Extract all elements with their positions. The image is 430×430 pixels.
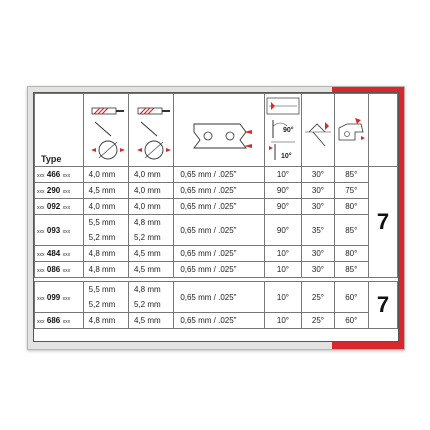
table-row: xxx 484 xxx 4,8 mm 4,5 mm 0,65 mm / .025" 10° 30° 80°: [35, 246, 398, 262]
chain-spec-table: [33, 92, 399, 342]
spec-table: [34, 93, 398, 329]
svg-text:90°: 90°: [282, 127, 294, 134]
type-cell: xxx 099 xxx: [35, 282, 84, 313]
spec-card: [27, 86, 405, 350]
round-file-icon: [89, 102, 127, 164]
depth-gauge-icon: [303, 102, 333, 164]
type-cell: xxx 686 xxx: [35, 313, 84, 329]
angle-header: [264, 94, 302, 167]
file-diameter-header-2: [128, 94, 173, 167]
filing-angle-icon: [335, 102, 367, 164]
type-cell: xxx 093 xxx: [35, 215, 84, 246]
table-row: xxx 466 xxx 4,0 mm 4,0 mm 0,65 mm / .025" 10° 30° 85° 7: [35, 167, 398, 183]
filing-angle-header: [334, 94, 368, 167]
angle-icon: [265, 96, 301, 164]
type-cell: xxx 466 xxx: [35, 167, 84, 183]
header-row: [35, 94, 398, 167]
hook-symbol-1: 7: [368, 167, 397, 278]
round-file-icon: [135, 102, 173, 164]
table-row: xxx 099 xxx 5,5 mm 5,2 mm 4,8 mm 5,2 mm 0,65 mm / .025" 10° 25° 60° 7: [35, 282, 398, 313]
depth-header: [302, 94, 334, 167]
type-cell: xxx 290 xxx: [35, 183, 84, 199]
table-row: xxx 086 xxx 4,8 mm 4,5 mm 0,65 mm / .025" 10° 30° 85°: [35, 262, 398, 278]
type-cell: xxx 484 xxx: [35, 246, 84, 262]
type-cell: xxx 086 xxx: [35, 262, 84, 278]
table-row: xxx 686 xxx 4,8 mm 4,5 mm 0,65 mm / .025" 10° 25° 60°: [35, 313, 398, 329]
hook-symbol-2: 7: [368, 282, 397, 329]
table-row: xxx 093 xxx 5,5 mm 5,2 mm 4,8 mm 5,2 mm 0,65 mm / .025" 90° 35° 85°: [35, 215, 398, 246]
hook-header: [368, 94, 397, 167]
gauge-header: [174, 94, 264, 167]
type-cell: xxx 092 xxx: [35, 199, 84, 215]
table-row: xxx 290 xxx 4,5 mm 4,0 mm 0,65 mm / .025" 90° 30° 75°: [35, 183, 398, 199]
table-row: xxx 092 xxx 4,0 mm 4,0 mm 0,65 mm / .025" 90° 30° 80°: [35, 199, 398, 215]
type-header: Type: [35, 94, 84, 167]
svg-text:10°: 10°: [280, 153, 292, 160]
file-diameter-header-1: [83, 94, 128, 167]
chain-gauge-icon: [182, 102, 262, 164]
